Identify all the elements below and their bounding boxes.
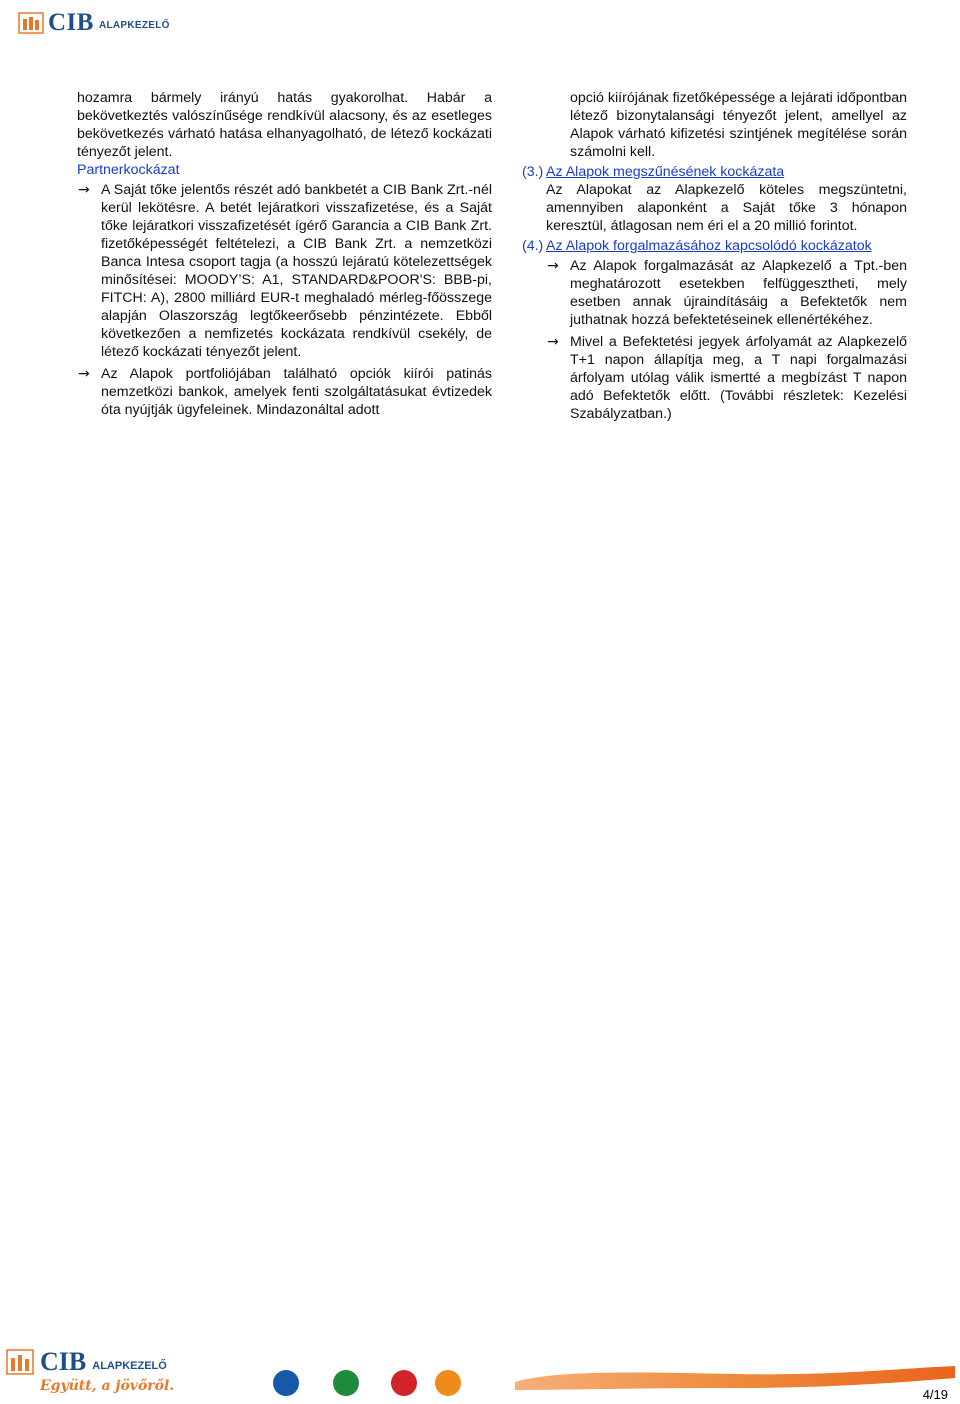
continuation-paragraph: opció kiírójának fizetőképessége a lejárati időpontban létező bizonytalansági tényezőt jelent, amellyel az Alapok várható kifizetési szintjének megítélése során számolni kell. — [570, 90, 907, 160]
bullet-text: Mivel a Befektetési jegyek árfolyamát az Alapkezelő T+1 napon állapítja meg, a T napi forgalmazási árfolyam utólag válik ismertté a megbízást T napon adó Befektetők előtt. (További részletek: Kezelési Szabályzatban.) — [570, 334, 907, 422]
page-number: 4/19 — [922, 1387, 948, 1402]
bullet-text: Az Alapok portfoliójában található opciók kiírói patinás nemzetközi bankok, amelyek fenti szolgáltatásukat évtizedek óta nyújtják ügyfeleinek. Mindazonáltal adott — [101, 366, 492, 418]
footer-logo — [6, 1348, 174, 1395]
left-column — [77, 89, 492, 419]
cib-logo-icon — [6, 1348, 34, 1376]
item-4-number: (4.) — [522, 238, 544, 254]
item-3-body: Az Alapokat az Alapkezelő köteles megszüntetni, amennyiben alaponként a Saját tőke 3 hónapon keresztül, átlagosan nem éri el a 20 millió forintot. — [546, 182, 907, 234]
arrow-right-icon: → — [78, 182, 90, 198]
decorative-dots — [272, 1368, 462, 1398]
cib-logo-icon — [18, 11, 44, 35]
footer-brand: CIB — [40, 1347, 87, 1376]
footer-slogan: Együtt, a jövőről. — [40, 1378, 175, 1394]
item-4 — [522, 237, 907, 255]
green-dot-icon — [333, 1370, 359, 1396]
item-3-number: (3.) — [522, 164, 544, 180]
right-column — [522, 89, 907, 423]
item-3 — [522, 163, 907, 181]
bullet-options-issuers — [77, 365, 492, 419]
header-logo — [18, 10, 170, 35]
red-dot-icon — [391, 1370, 417, 1396]
bullet-text: Az Alapok forgalmazását az Alapkezelő a Tpt.-ben meghatározott esetekben felfüggesztheti, mely esetben annak újraindításáig a Befektetők nem juthatnak hozzá befektetéseinek ellenértékéhez. — [570, 258, 907, 328]
item-4-title[interactable]: Az Alapok forgalmazásához kapcsolódó kockázatok — [546, 238, 872, 254]
orange-dot-icon — [435, 1370, 461, 1396]
footer-brand-sub: ALAPKEZELŐ — [92, 1359, 167, 1372]
item-4-bullet-pricing — [522, 333, 907, 423]
item-4-bullet-suspension — [522, 257, 907, 329]
bullet-text: A Saját tőke jelentős részét adó bankbetét a CIB Bank Zrt.-nél kerül lekötésre. A betét lejáratkori visszafizetése, és a Saját tőke lejáratkori visszafizetését ígérő Garancia a CIB Bank Zrt. fizetőképességét feltételezi, a CIB Bank Zrt. a nemzetközi Banca Intesa csoport tagja (a hosszú lejáratú kötelezettségek minősítései: MOODY’S: A1, STANDARD&POOR'S: BBB-pi, FITCH: A), 2800 milliárd EUR-t meghaladó mérleg-főösszege alapján Olaszország legtőkeerősebb pénzintézete. Ebből következően a nemfizetés kockázata rendkívül csekély, de létező kockázati tényezőt jelent. — [101, 182, 492, 360]
arrow-right-icon: → — [78, 366, 90, 382]
item-3-title[interactable]: Az Alapok megszűnésének kockázata — [546, 164, 785, 180]
decorative-swoosh — [515, 1364, 955, 1394]
bullet-bank-deposit — [77, 181, 492, 361]
arrow-right-icon: → — [547, 258, 559, 274]
intro-paragraph: hozamra bármely irányú hatás gyakorolhat. Habár a bekövetkeztés valószínűsége rendkívül alacsony, és az esetleges bekövetkezés várható hatása elhanyagolható, de létező kockázati tényezőt jelent. — [77, 90, 492, 160]
section-title-partner-risk: Partnerkockázat — [77, 162, 180, 178]
header-brand-sub: ALAPKEZELŐ — [98, 20, 170, 31]
blue-dot-icon — [273, 1370, 299, 1396]
arrow-right-icon: → — [547, 334, 559, 350]
header-brand: CIB — [48, 8, 94, 36]
